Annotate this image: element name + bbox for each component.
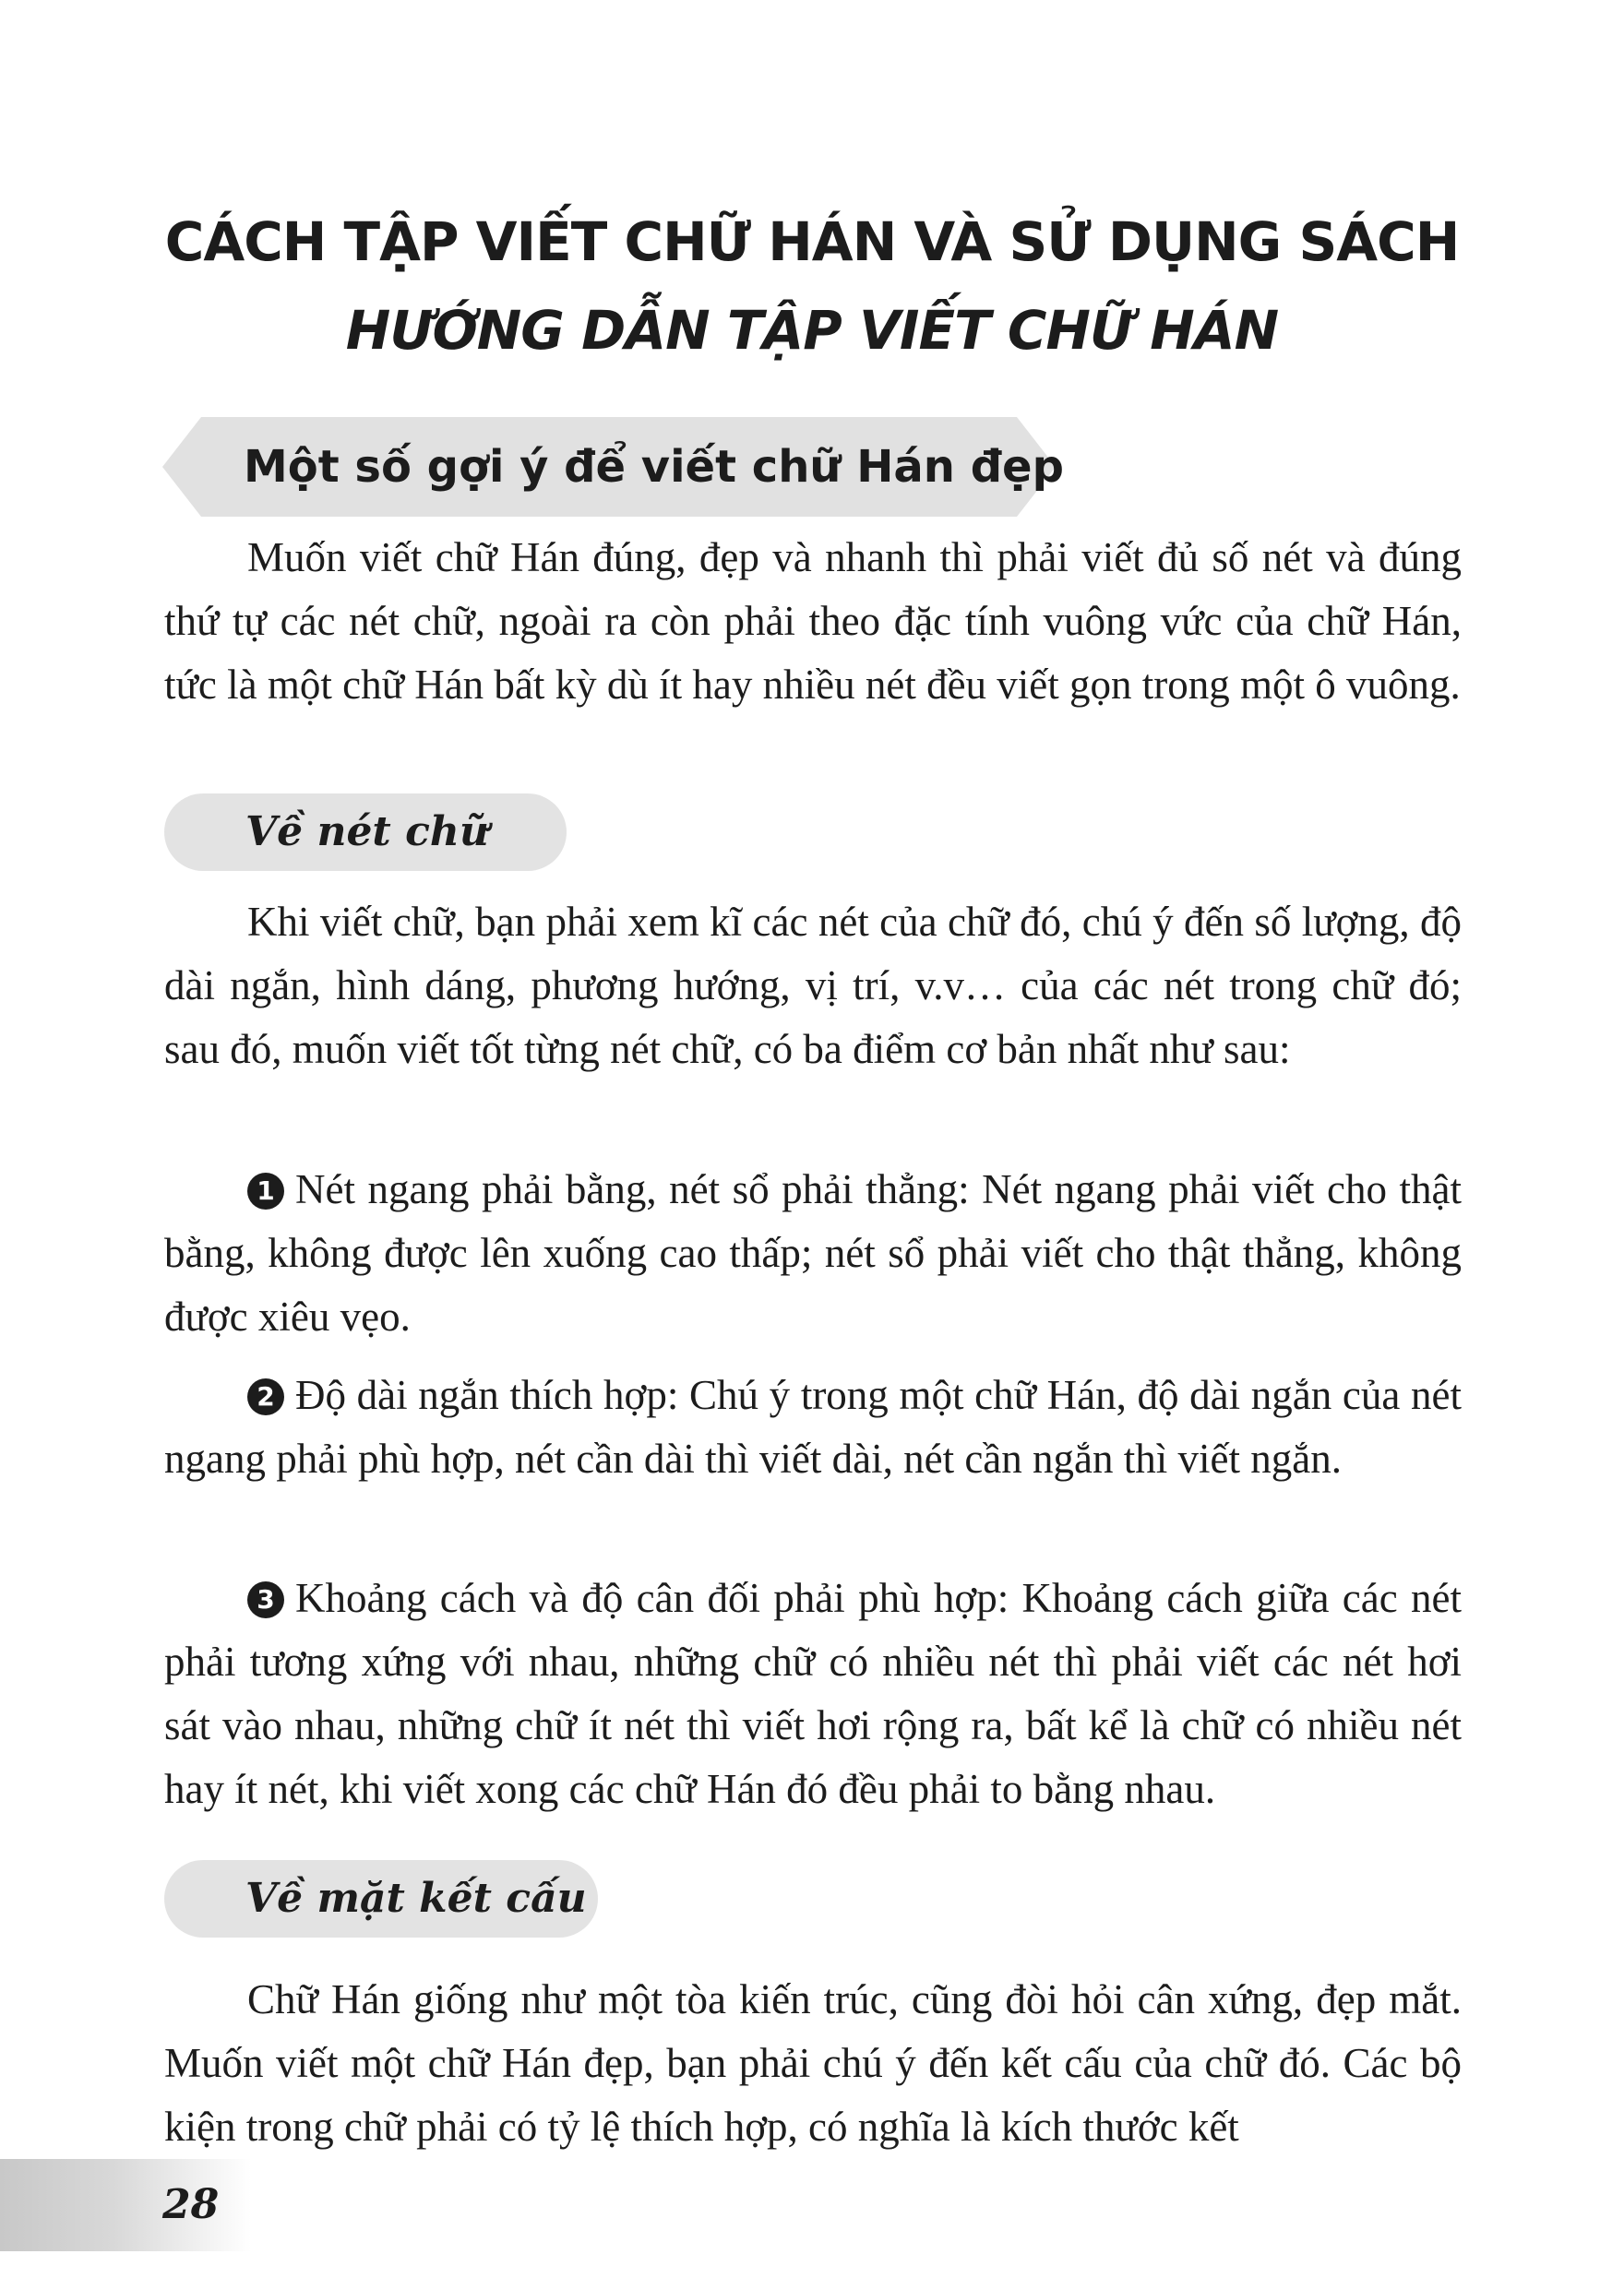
strokes-point-3-text: Khoảng cách và độ cân đối phải phù hợp: Khoảng cách giữa các nét phải tương xứng với nhau, những chữ có nhiều nét thì phải viết các nét hơi sát vào nhau, những chữ ít nét thì viết hơi rộng ra, bất kể là chữ có nhiều nét hay ít nét, khi viết xong các chữ Hán đó đều phải to bằng nhau. bbox=[164, 1575, 1462, 1812]
page-number: 28 bbox=[162, 2181, 220, 2228]
strokes-point-1 bbox=[164, 1158, 1462, 1349]
strokes-intro-paragraph: Khi viết chữ, bạn phải xem kĩ các nét của chữ đó, chú ý đến số lượng, độ dài ngắn, hình dáng, phương hướng, vị trí, v.v… của các nét trong chữ đó; sau đó, muốn viết tốt từng nét chữ, có ba điểm cơ bản nhất như sau: bbox=[164, 899, 1462, 1072]
strokes-point-1-text: Nét ngang phải bằng, nét sổ phải thẳng: Nét ngang phải viết cho thật bằng, không được lên xuống cao thấp; nét sổ phải viết cho thật thẳng, không được xiêu vẹo. bbox=[164, 1166, 1462, 1340]
number-1-bullet-icon: 1 bbox=[247, 1173, 284, 1210]
number-3-bullet-icon: 3 bbox=[247, 1581, 284, 1618]
strokes-point-2-text: Độ dài ngắn thích hợp: Chú ý trong một chữ Hán, độ dài ngắn của nét ngang phải phù hợp, nét cần dài thì viết dài, nét cần ngắn thì viết ngắn. bbox=[164, 1372, 1462, 1482]
section-heading: Một số gợi ý để viết chữ Hán đẹp bbox=[244, 441, 1064, 493]
section-intro-paragraph: Muốn viết chữ Hán đúng, đẹp và nhanh thì phải viết đủ số nét và đúng thứ tự các nét chữ, ngoài ra còn phải theo đặc tính vuông vức của chữ Hán, tức là một chữ Hán bất kỳ dù ít hay nhiều nét đều viết gọn trong một ô vuông. bbox=[164, 534, 1462, 708]
strokes-point-2 bbox=[164, 1364, 1462, 1491]
subsection-heading-strokes: Về nét chữ bbox=[245, 808, 489, 855]
page-title-line-1: CÁCH TẬP VIẾT CHỮ HÁN VÀ SỬ DỤNG SÁCH bbox=[164, 210, 1460, 273]
number-2-bullet-icon: 2 bbox=[247, 1378, 284, 1415]
structure-intro-paragraph: Chữ Hán giống như một tòa kiến trúc, cũng đòi hỏi cân xứng, đẹp mắt. Muốn viết một chữ Hán đẹp, bạn phải chú ý đến kết cấu của chữ đó. Các bộ kiện trong chữ phải có tỷ lệ thích hợp, có nghĩa là kích thước kết bbox=[164, 1976, 1462, 2150]
subsection-heading-structure: Về mặt kết cấu bbox=[245, 1875, 587, 1922]
strokes-point-3 bbox=[164, 1567, 1462, 1821]
page-title-line-2: HƯỚNG DẪN TẬP VIẾT CHỮ HÁN bbox=[345, 299, 1279, 362]
